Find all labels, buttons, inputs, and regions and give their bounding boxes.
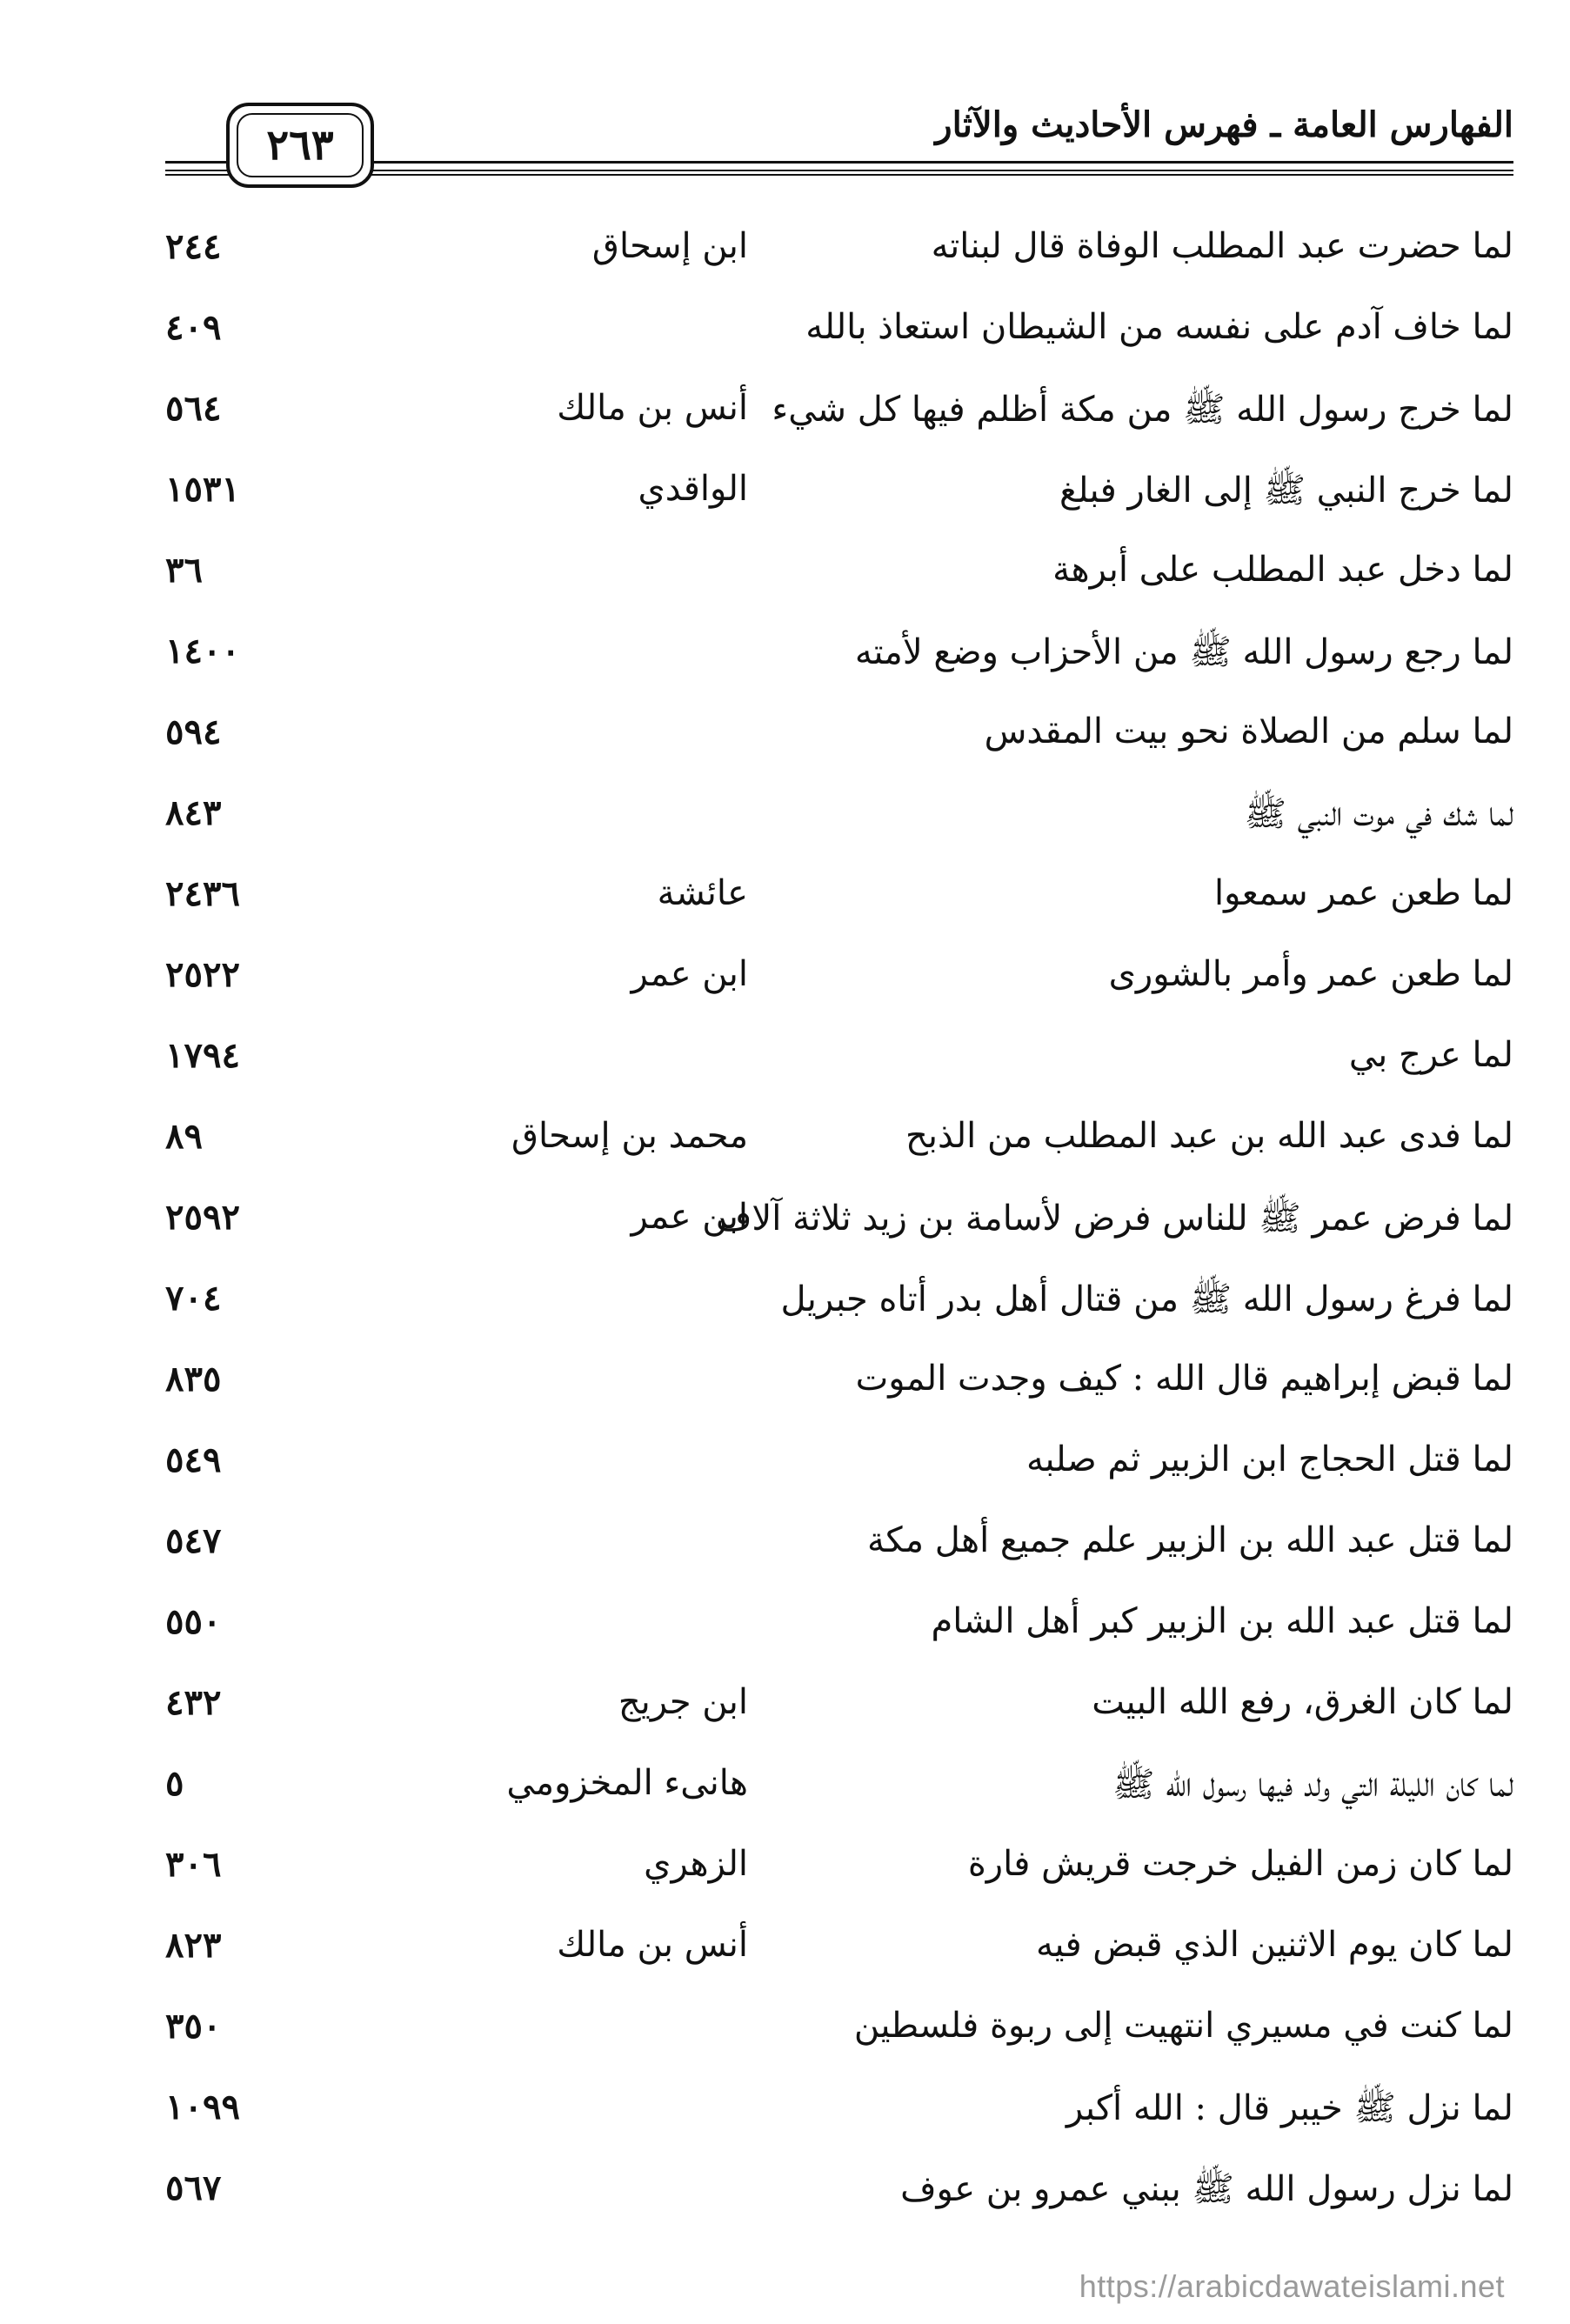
index-row [165, 1589, 1513, 1670]
hadith-number: ٢٥٩٢ [165, 1197, 240, 1238]
index-row [165, 457, 1513, 538]
narrator: محمد بن إسحاق [511, 1116, 748, 1156]
hadith-number: ١٥٣١ [165, 469, 240, 510]
index-row [165, 1266, 1513, 1346]
hadith-incipit: لما كان الليلة التي ولد فيها رسول الله ﷺ [1112, 1765, 1513, 1805]
narrator: ابن عمر [631, 954, 748, 994]
hadith-incipit: لما قتل عبد الله بن الزبير علم جميع أهل مكة [867, 1520, 1513, 1560]
index-row [165, 1023, 1513, 1104]
hadith-number: ٧٠٤ [165, 1278, 222, 1319]
hadith-incipit: لما دخل عبد المطلب على أبرهة [1052, 550, 1513, 590]
hadith-incipit: لما فرغ رسول الله ﷺ من قتال أهل بدر أتاه جبريل [780, 1279, 1513, 1319]
index-row [165, 376, 1513, 457]
narrator: هانىء المخزومي [506, 1763, 748, 1803]
hadith-incipit: لما طعن عمر وأمر بالشورى [1108, 954, 1513, 994]
hadith-incipit: لما عرج بي [1348, 1035, 1513, 1075]
index-row [165, 699, 1513, 780]
hadith-incipit: لما كان يوم الاثنين الذي قبض فيه [1035, 1925, 1513, 1965]
index-row [165, 1751, 1513, 1832]
hadith-incipit: لما خرج النبي ﷺ إلى الغار فبلغ [1059, 471, 1513, 511]
page-header [165, 87, 1513, 200]
index-row [165, 1104, 1513, 1185]
page-number-frame [226, 103, 374, 188]
hadith-number: ٨٣٥ [165, 1359, 222, 1399]
index-row [165, 1346, 1513, 1427]
hadith-number: ٥٤٩ [165, 1439, 222, 1480]
hadith-number: ٢٤٣٦ [165, 873, 240, 914]
index-row [165, 1185, 1513, 1266]
hadith-number: ٤٣٢ [165, 1682, 222, 1723]
hadith-incipit: لما طعن عمر سمعوا [1213, 873, 1513, 913]
hadith-number: ٨٢٣ [165, 1925, 222, 1966]
hadith-number: ٥٦٤ [165, 388, 222, 429]
narrator: عائشة [657, 873, 748, 913]
hadith-number: ١٠٩٩ [165, 2087, 240, 2127]
hadith-number: ١٧٩٤ [165, 1035, 240, 1076]
hadith-incipit: لما خاف آدم على نفسه من الشيطان استعاذ بالله [805, 307, 1513, 347]
narrator: الزهري [644, 1844, 748, 1884]
hadith-index-list [165, 214, 1513, 2236]
hadith-number: ٥ [165, 1763, 184, 1804]
index-row [165, 618, 1513, 699]
index-row [165, 1670, 1513, 1751]
hadith-incipit: لما حضرت عبد المطلب الوفاة قال لبناته [931, 226, 1513, 266]
source-watermark: https://arabicdawateislami.net [1079, 2268, 1505, 2304]
hadith-incipit: لما قتل الحجاج ابن الزبير ثم صلبه [1026, 1439, 1513, 1479]
index-row [165, 1913, 1513, 1993]
index-row [165, 2074, 1513, 2155]
narrator: الواقدي [638, 469, 748, 509]
hadith-incipit: لما خرج رسول الله ﷺ من مكة أظلم فيها كل شيء [772, 390, 1513, 430]
hadith-number: ٢٤٤ [165, 226, 222, 267]
hadith-incipit: لما فدى عبد الله بن عبد المطلب من الذبح [905, 1116, 1513, 1156]
hadith-number: ٥٤٧ [165, 1520, 222, 1561]
hadith-number: ٣٥٠ [165, 2006, 222, 2047]
hadith-incipit: لما فرض عمر ﷺ للناس فرض لأسامة بن زيد ثلاثة آلاف [715, 1199, 1513, 1239]
hadith-number: ٢٥٢٢ [165, 954, 240, 995]
hadith-incipit: لما قتل عبد الله بن الزبير كبر أهل الشام [931, 1601, 1513, 1641]
hadith-incipit: لما نزل ﷺ خيبر قال : الله أكبر [1066, 2088, 1513, 2128]
hadith-number: ٣٠٦ [165, 1844, 222, 1885]
hadith-number: ٨٩ [165, 1116, 203, 1157]
hadith-number: ٨٤٣ [165, 792, 222, 833]
hadith-number: ٤٠٩ [165, 307, 222, 348]
index-row [165, 295, 1513, 376]
hadith-incipit: لما سلم من الصلاة نحو بيت المقدس [984, 711, 1513, 751]
page-number: ٢٦٣ [237, 113, 364, 177]
hadith-number: ٥٥٠ [165, 1601, 222, 1642]
hadith-incipit: لما كنت في مسيري انتهيت إلى ربوة فلسطين [853, 2006, 1513, 2046]
running-title: الفهارس العامة ـ فهرس الأحاديث والآثار [935, 104, 1513, 145]
hadith-incipit: لما كان الغرق، رفع الله البيت [1092, 1682, 1513, 1722]
index-row [165, 538, 1513, 618]
narrator: ابن جريج [618, 1682, 748, 1722]
index-row [165, 1993, 1513, 2074]
narrator: أنس بن مالك [557, 388, 748, 428]
index-row [165, 1508, 1513, 1589]
hadith-incipit: لما قبض إبراهيم قال الله : كيف وجدت الموت [855, 1359, 1513, 1399]
index-row [165, 942, 1513, 1023]
hadith-incipit: لما نزل رسول الله ﷺ ببني عمرو بن عوف [900, 2169, 1513, 2209]
index-row [165, 2155, 1513, 2236]
hadith-number: ٥٦٧ [165, 2167, 222, 2208]
narrator: أنس بن مالك [557, 1925, 748, 1965]
index-row [165, 780, 1513, 861]
index-row [165, 1427, 1513, 1508]
index-row [165, 214, 1513, 295]
hadith-incipit: لما كان زمن الفيل خرجت قريش فارة [967, 1844, 1513, 1884]
hadith-number: ٣٦ [165, 550, 203, 591]
index-row [165, 861, 1513, 942]
hadith-incipit: لما رجع رسول الله ﷺ من الأحزاب وضع لأمته [854, 632, 1513, 672]
narrator: ابن إسحاق [591, 226, 748, 266]
hadith-number: ١٤٠٠ [165, 631, 240, 671]
index-row [165, 1832, 1513, 1913]
narrator: ابن عمر [631, 1197, 748, 1237]
hadith-number: ٥٩٤ [165, 711, 222, 752]
hadith-incipit: لما شك في موت النبي ﷺ [1244, 794, 1513, 834]
